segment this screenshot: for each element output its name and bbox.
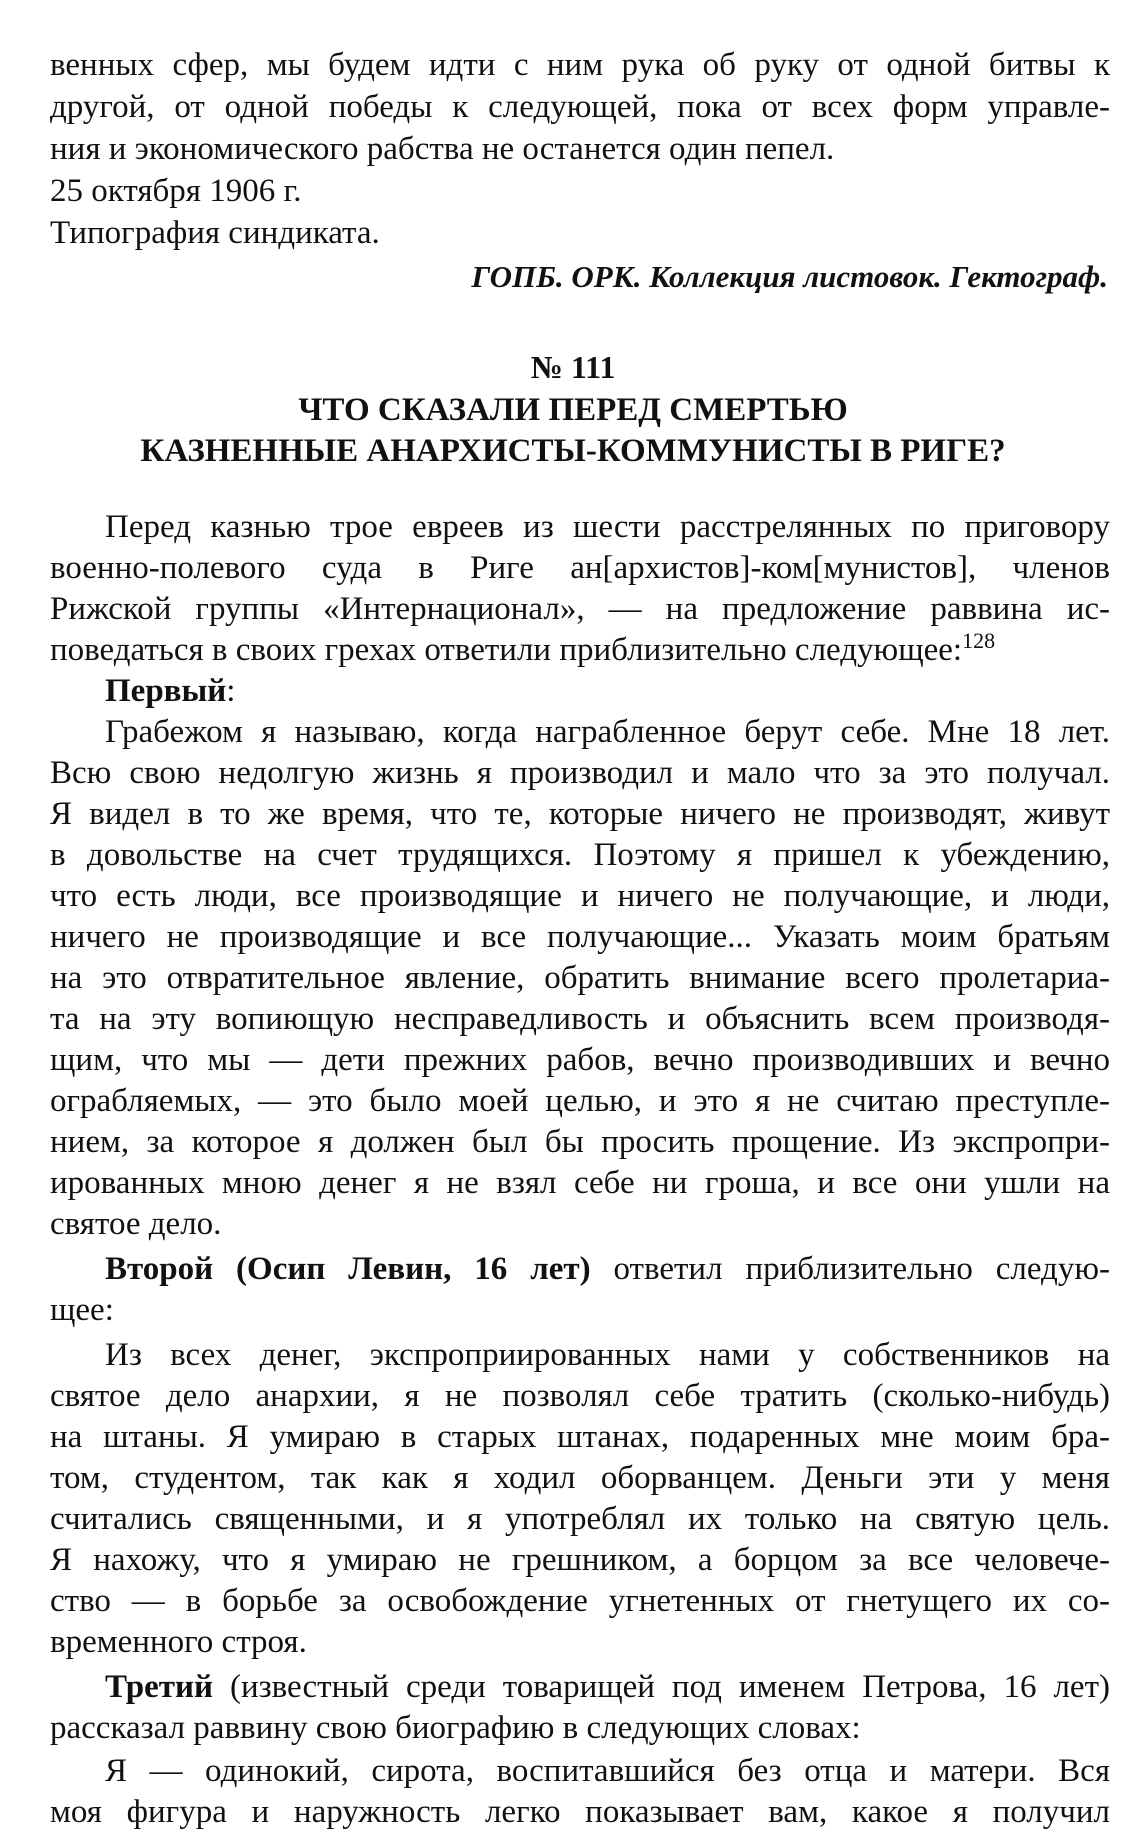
text-line: на штаны. Я умираю в старых штанах, подаренных мне моим бра- xyxy=(50,1419,1110,1455)
text-line: Я — одинокий, сирота, воспитавшийся без отца и матери. Вся xyxy=(105,1753,1110,1789)
printer-line: Типография синдиката. xyxy=(50,215,380,251)
text-fragment: : xyxy=(226,673,236,709)
text-line: считались священными, и я употреблял их только на святую цель. xyxy=(50,1501,1110,1537)
text-line: святое дело анархии, я не позволял себе тратить (сколько-нибудь) xyxy=(50,1378,1110,1414)
text-line: рассказал раввину свою биографию в следующих словах: xyxy=(50,1710,861,1746)
text-line xyxy=(105,1668,1110,1706)
source-citation: ГОПБ. ОРК. Коллекция листовок. Гектограф. xyxy=(471,259,1108,294)
text-line xyxy=(50,628,1110,669)
text-line: Перед казнью трое евреев из шести расстрелянных по приговору xyxy=(105,509,1110,545)
text-line: временного строя. xyxy=(50,1624,307,1660)
text-line: что есть люди, все производящие и ничего не получающие, и люди, xyxy=(50,878,1110,914)
text-line: ство — в борьбе за освобождение угнетенных от гнетущего их со- xyxy=(50,1583,1110,1619)
text-fragment: ответил приблизительно следую- xyxy=(590,1251,1110,1287)
text-line: Из всех денег, экспроприированных нами у собственников на xyxy=(105,1337,1110,1373)
document-title-line: ЧТО СКАЗАЛИ ПЕРЕД СМЕРТЬЮ xyxy=(298,392,848,428)
text-line: нием, за которое я должен был бы просить прощение. Из экспропри- xyxy=(50,1124,1110,1160)
speaker-name: Второй (Осип Левин, 16 лет) xyxy=(105,1251,591,1287)
text-line: в довольстве на счет трудящихся. Поэтому я пришел к убеждению, xyxy=(50,837,1110,873)
speaker-label xyxy=(105,672,1110,710)
text-line: Я видел в то же время, что те, которые ничего не производят, живут xyxy=(50,796,1110,832)
text-line: ограбляемых, — это было моей целью, и это я не считаю преступле- xyxy=(50,1083,1110,1119)
document-number: № 111 xyxy=(530,349,616,385)
text-line: на это отвратительное явление, обратить внимание всего пролетариа- xyxy=(50,960,1110,996)
footnote-marker: 128 xyxy=(962,628,996,653)
text-line: Всю свою недолгую жизнь я производил и мало что за это получал. xyxy=(50,755,1110,791)
text-line: ния и экономического рабства не останется один пепел. xyxy=(50,131,835,167)
document-title-line: КАЗНЕННЫЕ АНАРХИСТЫ-КОММУНИСТЫ В РИГЕ? xyxy=(140,433,1006,469)
text-line: венных сфер, мы будем идти с ним рука об руку от одной битвы к xyxy=(50,47,1110,83)
text-fragment: (известный среди товарищей под именем Петрова, 16 лет) xyxy=(213,1669,1110,1705)
text-fragment: поведаться в своих грехах ответили приблизительно следующее: xyxy=(50,632,963,668)
speaker-name: Первый xyxy=(105,673,227,709)
text-line: святое дело. xyxy=(50,1206,222,1242)
text-line: Рижской группы «Интернационал», — на предложение раввина ис- xyxy=(50,591,1110,627)
text-line: том, студентом, так как я ходил оборванцем. Деньги эти у меня xyxy=(50,1460,1110,1496)
text-line xyxy=(105,1250,1110,1288)
text-line: другой, от одной победы к следующей, пока от всех форм управле- xyxy=(50,89,1110,125)
text-line: моя фигура и наружность легко показывает вам, какое я получил xyxy=(50,1794,1110,1830)
speaker-name: Третий xyxy=(105,1669,213,1705)
text-line: военно-полевого суда в Риге ан[архистов]-ком[мунистов], членов xyxy=(50,550,1110,586)
text-line: Грабежом я называю, когда награбленное берут себе. Мне 18 лет. xyxy=(105,714,1110,750)
text-line: щее: xyxy=(50,1292,114,1328)
document-date: 25 октября 1906 г. xyxy=(50,173,302,209)
text-line: Я нахожу, что я умираю не грешником, а борцом за все человече- xyxy=(50,1542,1110,1578)
text-line: щим, что мы — дети прежних рабов, вечно производивших и вечно xyxy=(50,1042,1110,1078)
text-line: та на эту вопиющую несправедливость и объяснить всем производя- xyxy=(50,1001,1110,1037)
text-line: ничего не производящие и все получающие... Указать моим братьям xyxy=(50,919,1110,955)
text-line: ированных мною денег я не взял себе ни гроша, и все они ушли на xyxy=(50,1165,1110,1201)
